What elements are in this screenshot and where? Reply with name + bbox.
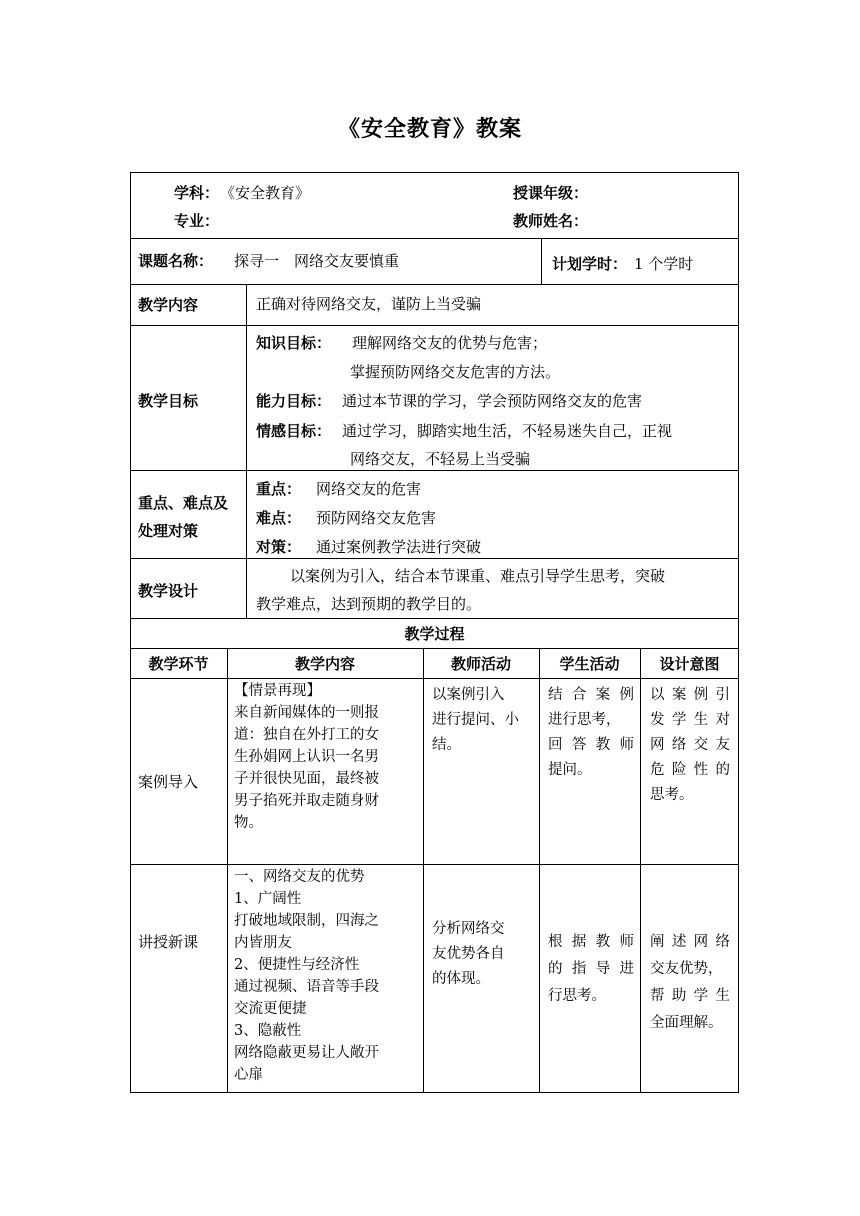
knowledge-goal-2: 掌握预防网络交友危害的方法。 <box>350 363 561 381</box>
header-design-intent: 设计意图 <box>659 655 720 673</box>
teacher-activity-cell: 以案例引入 进行提问、小 结。 <box>432 687 519 753</box>
document-title: 《安全教育》教案 <box>337 117 522 142</box>
grade-label: 授课年级： <box>513 184 589 202</box>
content-cell: 一、网络交友的优势 1、广阔性 打破地域限制，四海之 内皆朋友 2、便捷性与经济性 通过视频、语音等手段 交流更便捷 3、隐蔽性 网络隐蔽更易让人敞开 心扉 <box>234 869 379 1083</box>
knowledge-goal-1: 理解网络交友的优势与危害； <box>352 334 548 352</box>
stage-cell: 讲授新课 <box>138 933 199 951</box>
hours-value: 1 个学时 <box>634 255 694 273</box>
topic-value: 探寻一 网络交友要慎重 <box>234 252 400 270</box>
emotion-label: 情感目标： <box>256 422 332 440</box>
header-teacher-activity: 教师活动 <box>450 655 511 673</box>
major-label: 专业： <box>174 212 220 230</box>
emotion-goal-1: 通过学习，脚踏实地生活，不轻易迷失自己，正视 <box>342 422 673 440</box>
key-point-value: 网络交友的危害 <box>316 480 422 498</box>
subject-value: 《安全教育》 <box>220 184 311 202</box>
ability-label: 能力目标： <box>256 392 332 410</box>
strategy-value: 通过案例教学法进行突破 <box>316 538 482 556</box>
knowledge-label: 知识目标： <box>256 334 332 352</box>
difficult-point-label: 难点： <box>256 509 302 527</box>
content-value: 正确对待网络交友，谨防上当受骗 <box>256 295 482 313</box>
emotion-goal-2: 网络交友，不轻易上当受骗 <box>350 450 531 468</box>
design-line-1: 以案例为引入，结合本节课重、难点引导学生思考，突破 <box>290 567 666 585</box>
stage-cell: 案例导入 <box>138 773 199 791</box>
subject-label: 学科： <box>174 184 220 202</box>
teacher-activity-cell: 分析网络交 友优势各自 的体现。 <box>432 921 505 987</box>
process-title: 教学过程 <box>404 625 465 643</box>
keypoints-label-2: 处理对策 <box>138 522 199 540</box>
strategy-label: 对策： <box>256 538 302 556</box>
design-intent-cell: 以案例引 发学生对 网络交友 危险性的 思考。 <box>650 687 730 803</box>
teacher-name-label: 教师姓名： <box>513 212 589 230</box>
header-content: 教学内容 <box>294 655 355 673</box>
content-label: 教学内容 <box>138 296 199 314</box>
student-activity-cell: 根据教师 的指导进 行思考。 <box>548 934 634 1004</box>
ability-goal: 通过本节课的学习，学会预防网络交友的危害 <box>342 392 643 410</box>
design-line-2: 教学难点，达到预期的教学目的。 <box>256 595 482 613</box>
keypoints-label-1: 重点、难点及 <box>138 494 229 512</box>
student-activity-cell: 结合案例 进行思考， 回答教师 提问。 <box>548 687 634 778</box>
header-stage: 教学环节 <box>148 655 209 673</box>
design-label: 教学设计 <box>138 582 199 600</box>
header-student-activity: 学生活动 <box>559 655 620 673</box>
design-intent-cell: 阐述网络 交友优势， 帮助学生 全面理解。 <box>650 934 730 1031</box>
key-point-label: 重点： <box>256 480 302 498</box>
difficult-point-value: 预防网络交友危害 <box>316 509 437 527</box>
topic-label: 课题名称： <box>138 252 214 270</box>
hours-label: 计划学时： <box>552 255 628 273</box>
content-cell: 【情景再现】 来自新闻媒体的一则报 道：独自在外打工的女 生孙娟网上认识一名男 子并很快见面，最终被 男子掐死并取走随身财 物。 <box>234 683 379 831</box>
objectives-label: 教学目标 <box>138 392 199 410</box>
